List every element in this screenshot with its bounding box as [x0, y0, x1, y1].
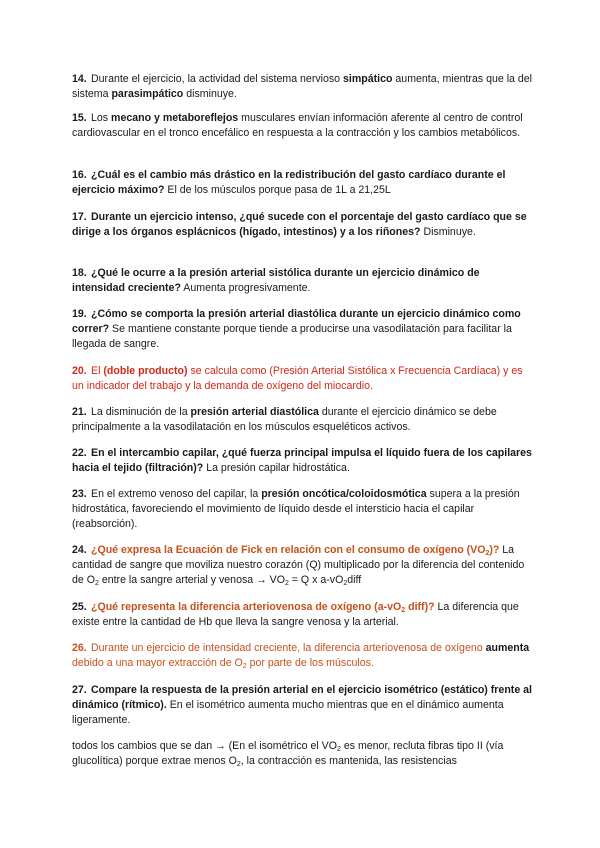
question-bold: En el intercambio capilar, ¿qué fuerza principal impulsa el líquido fuera de los capilares hacia el tejido (filtración)? — [72, 447, 532, 474]
text: El — [91, 365, 104, 377]
item-number: 14. — [72, 73, 87, 85]
text: En el extremo venoso del capilar, la — [91, 488, 262, 500]
answer: entre la sangre arterial y venosa → VO — [98, 574, 285, 586]
subscript: 2 — [284, 580, 289, 587]
text: supera a la presión hidrostática, favoreciendo el movimiento de líquido desde el intersticio hacia el capilar (reabsorción). — [72, 488, 520, 530]
answer: La diferencia que existe entre la cantidad de Hb que lleva la sangre venosa y la arterial. — [72, 601, 519, 628]
text: , la contracción es mantenida, las resistencias — [240, 755, 457, 767]
text: ¿Qué representa la diferencia arteriovenosa de oxígeno (a-vO — [91, 601, 402, 613]
question-bold: ¿Cómo se comporta la presión arterial diastólica durante un ejercicio dinámico como correr? — [72, 308, 521, 335]
subscript: 2 — [485, 550, 490, 557]
text: diff)? — [405, 601, 435, 613]
subscript: 2 — [236, 761, 241, 768]
subscript: 2 — [94, 580, 99, 587]
term-bold: aumenta — [485, 642, 530, 654]
text: )? — [489, 544, 500, 556]
answer: = Q x a-vO — [288, 574, 344, 586]
answer: El de los músculos porque pasa de 1L a 21,25L — [164, 184, 391, 196]
item-25 — [72, 600, 534, 630]
term-bold: presión arterial diastólica — [190, 406, 319, 418]
item-19 — [72, 307, 534, 352]
question-bold: Compare la respuesta de la presión arterial en el ejercicio isométrico (estático) frente al dinámico (rítmico). — [72, 684, 532, 711]
term-bold: simpático — [343, 73, 393, 85]
item-17 — [72, 210, 534, 240]
item-23 — [72, 487, 534, 532]
item-number: 20. — [72, 365, 87, 377]
text: por parte de los músculos. — [246, 657, 374, 669]
term-bold: presión oncótica/coloidosmótica — [261, 488, 427, 500]
text: durante el ejercicio dinámico se debe principalmente a la vasodilatación en los músculos esqueléticos activos. — [72, 406, 497, 433]
answer: En el isométrico aumenta mucho mientras que en el dinámico aumenta ligeramente. — [72, 699, 504, 726]
text: Durante un ejercicio de intensidad creciente, la diferencia arteriovenosa de oxígeno — [91, 642, 486, 654]
text: aumenta, mientras que la del sistema — [72, 73, 533, 100]
subscript: 2 — [336, 746, 341, 753]
text: La disminución de la — [91, 406, 191, 418]
question-bold: Durante un ejercicio intenso, ¿qué sucede con el porcentaje del gasto cardíaco que se dirige a los órganos esplácnicos (hígado, intestinos) y a los riñones? — [72, 211, 527, 238]
item-number: 27. — [72, 684, 87, 696]
item-16 — [72, 168, 534, 198]
question-bold — [91, 601, 435, 613]
question-bold: ¿Cuál es el cambio más drástico en la redistribución del gasto cardíaco durante el ejercicio máximo? — [72, 169, 506, 196]
term-bold: mecano y metaboreflejos — [111, 112, 239, 124]
item-15 — [72, 111, 534, 141]
item-number: 18. — [72, 267, 87, 279]
item-22 — [72, 446, 534, 476]
text: Los — [91, 112, 112, 124]
item-number: 19. — [72, 308, 87, 320]
subscript: 2 — [242, 663, 247, 670]
item-20 — [72, 364, 534, 394]
subscript: 2 — [343, 580, 348, 587]
text: musculares envían información aferente al centro de control cardiovascular en el tronco encefálico en respuesta a la contracción y los cambios metabólicos. — [72, 112, 523, 139]
item-number: 15. — [72, 112, 87, 124]
item-number: 24. — [72, 544, 87, 556]
item-number: 26. — [72, 642, 87, 654]
answer: Aumenta progresivamente. — [180, 282, 311, 294]
answer: diff — [347, 574, 362, 586]
text: es menor, recluta fibras tipo II (vía glucolítica) porque extrae menos O — [72, 740, 504, 767]
text: Durante el ejercicio, la actividad del sistema nervioso — [91, 73, 344, 85]
item-18 — [72, 266, 534, 296]
text: todos los cambios que se dan → (En el isométrico el VO — [72, 740, 337, 752]
answer: La cantidad de sangre que moviliza nuestro corazón (Q) multiplicado por la diferencia del contenido de O — [72, 544, 525, 586]
question-bold — [91, 544, 499, 556]
item-number: 22. — [72, 447, 87, 459]
item-27 — [72, 683, 534, 728]
item-14 — [72, 72, 534, 102]
item-number: 23. — [72, 488, 87, 500]
item-number: 17. — [72, 211, 87, 223]
text: disminuye. — [183, 88, 237, 100]
item-number: 25. — [72, 601, 87, 613]
item-24 — [72, 543, 534, 588]
item-26 — [72, 641, 534, 671]
subscript: 2 — [401, 607, 406, 614]
item-21 — [72, 405, 534, 435]
text: debido a una mayor extracción de O — [72, 657, 243, 669]
text: ¿Qué expresa la Ecuación de Fick en relación con el consumo de oxígeno (VO — [91, 544, 486, 556]
item-number: 21. — [72, 406, 87, 418]
question-bold: ¿Qué le ocurre a la presión arterial sistólica durante un ejercicio dinámico de intensidad creciente? — [72, 267, 480, 294]
text: se calcula como (Presión Arterial Sistólica x Frecuencia Cardíaca) y es un indicador del trabajo y la demanda de oxígeno del miocardio. — [72, 365, 523, 392]
answer: La presión capilar hidrostática. — [203, 462, 350, 474]
answer: Disminuye. — [420, 226, 476, 238]
item-number: 16. — [72, 169, 87, 181]
term-bold: (doble producto) — [103, 365, 188, 377]
term-bold: parasimpático — [111, 88, 184, 100]
final-paragraph — [72, 739, 534, 769]
answer: Se mantiene constante porque tiende a producirse una vasodilatación para facilitar la llegada de sangre. — [72, 323, 512, 350]
